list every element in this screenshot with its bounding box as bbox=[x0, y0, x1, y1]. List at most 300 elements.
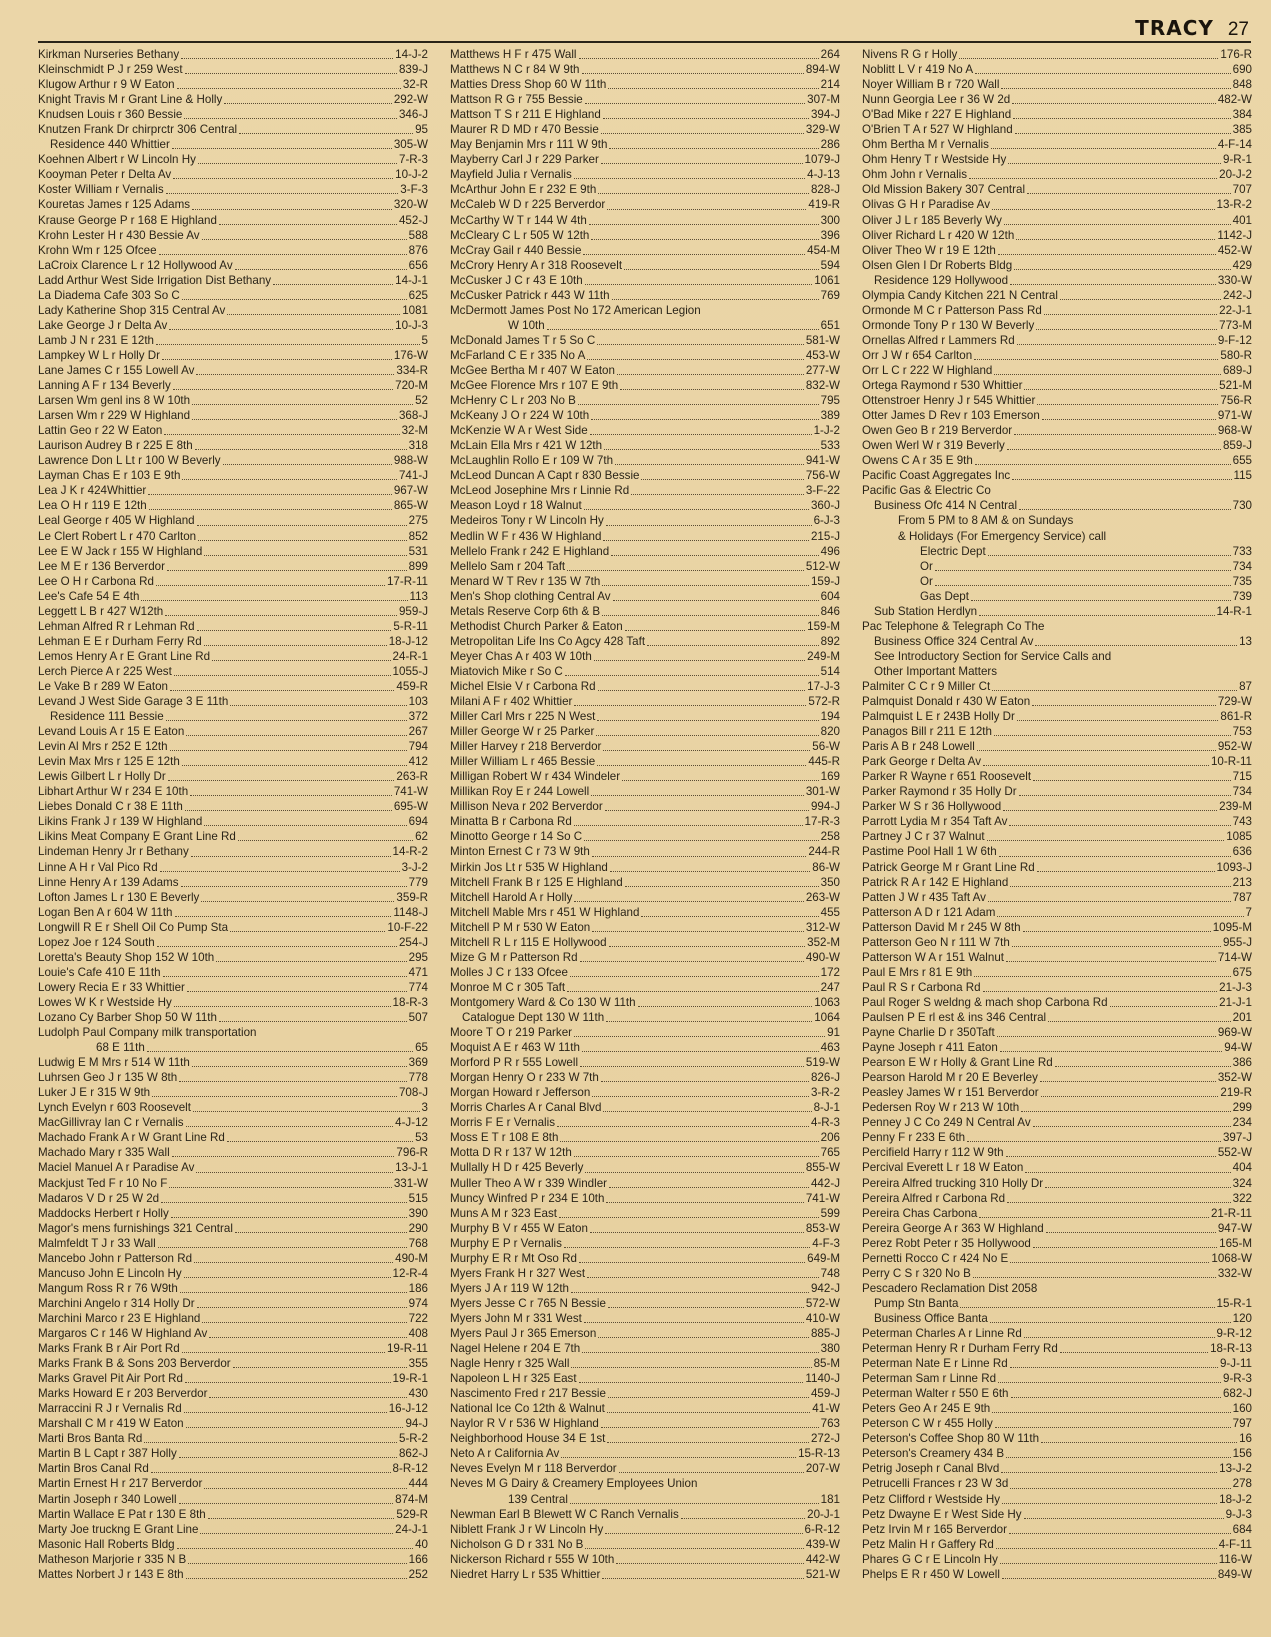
listing-name: Miller Carl Mrs r 225 N West bbox=[450, 710, 596, 724]
listing-name: Parker Raymond r 35 Holly Dr bbox=[862, 785, 1017, 799]
phone-number: 720-M bbox=[395, 379, 428, 393]
phone-number: 741-W bbox=[393, 785, 428, 799]
phone-number: 552-W bbox=[1217, 1146, 1252, 1160]
phone-number: 773-M bbox=[1219, 318, 1252, 332]
listing-name: O'Bad Mike r 227 E Highland bbox=[862, 108, 1012, 122]
listing-name: Morris Charles A r Canal Blvd bbox=[450, 1101, 602, 1115]
phone-number: 408 bbox=[408, 1326, 428, 1340]
listing-name: Luhrsen Geo J r 135 W 8th bbox=[38, 1071, 178, 1085]
listing-name: Business Office 324 Central Av bbox=[874, 634, 1034, 648]
phone-number: 24-J-1 bbox=[395, 1522, 428, 1536]
listing-name: Olsen Glen I Dr Roberts Bldg bbox=[862, 258, 1013, 272]
phone-number: 239-M bbox=[1219, 800, 1252, 814]
listing-entry bbox=[38, 1115, 428, 1130]
phone-number: 252 bbox=[408, 1567, 428, 1581]
listing-name: McCusker J C r 43 E 10th bbox=[450, 273, 583, 287]
dot-leader bbox=[239, 133, 413, 134]
phone-number: 733 bbox=[1232, 544, 1252, 558]
listing-entry bbox=[38, 724, 428, 739]
listing-entry bbox=[38, 1446, 428, 1461]
listing-entry bbox=[450, 1266, 840, 1281]
phone-number: 572-R bbox=[808, 695, 840, 709]
dot-leader bbox=[148, 494, 392, 495]
listing-name: Moss E T r 108 E 8th bbox=[450, 1131, 559, 1145]
listing-name: Petz Clifford r Westside Hy bbox=[862, 1492, 1001, 1506]
listing-entry bbox=[862, 167, 1252, 182]
listing-name: Moquist A E r 463 W 11th bbox=[450, 1041, 580, 1055]
listing-name: Pereira Chas Carbona bbox=[862, 1206, 978, 1220]
phone-number: 13-J-1 bbox=[395, 1161, 428, 1175]
dot-leader bbox=[200, 1533, 393, 1534]
phone-number: 1095-M bbox=[1212, 920, 1252, 934]
listing-entry bbox=[862, 1416, 1252, 1431]
listing-entry bbox=[862, 1221, 1252, 1236]
dot-leader bbox=[619, 1472, 804, 1473]
listing-entry bbox=[38, 860, 428, 875]
dot-leader bbox=[625, 886, 819, 887]
phone-number: 741-W bbox=[805, 1191, 840, 1205]
phone-number: 410-W bbox=[805, 1311, 840, 1325]
phone-number: 955-J bbox=[1222, 935, 1252, 949]
listing-entry bbox=[38, 634, 428, 649]
listing-entry bbox=[862, 197, 1252, 212]
listing-name: McGee Florence Mrs r 107 E 9th bbox=[450, 379, 619, 393]
phone-number: 730 bbox=[1232, 499, 1252, 513]
listing-entry bbox=[38, 920, 428, 935]
dot-leader bbox=[992, 209, 1215, 210]
dot-leader bbox=[1037, 404, 1218, 405]
dot-leader bbox=[1007, 1202, 1231, 1203]
listing-entry bbox=[450, 1552, 840, 1567]
listing-name: Logan Ben A r 604 W 11th bbox=[38, 905, 173, 919]
dot-leader bbox=[602, 1578, 804, 1579]
listing-entry bbox=[862, 1386, 1252, 1401]
dot-leader bbox=[973, 1277, 1216, 1278]
listing-entry bbox=[450, 544, 840, 559]
listing-name: Morgan Henry O r 233 W 7th bbox=[450, 1071, 599, 1085]
phone-number: 820 bbox=[820, 725, 840, 739]
phone-number: 521-M bbox=[1219, 379, 1252, 393]
listing-name: Residence 129 Hollywood bbox=[874, 273, 1009, 287]
phone-number: 21-J-1 bbox=[1219, 995, 1252, 1009]
dot-leader bbox=[571, 1292, 809, 1293]
listing-name: Martin Ernest H r 217 Berverdor bbox=[38, 1477, 203, 1491]
listing-entry bbox=[862, 1371, 1252, 1386]
listing-name: Krohn Lester H r 430 Bessie Av bbox=[38, 228, 200, 242]
phone-number: 512-W bbox=[805, 559, 840, 573]
phone-number: 194 bbox=[820, 710, 840, 724]
phone-number: 15-R-1 bbox=[1216, 1296, 1252, 1310]
phone-number: 862-J bbox=[398, 1447, 428, 1461]
dot-leader bbox=[603, 750, 810, 751]
phone-number: 9-R-12 bbox=[1216, 1326, 1252, 1340]
dot-leader bbox=[152, 1096, 397, 1097]
phone-number: 17-R-11 bbox=[386, 574, 428, 588]
listing-entry bbox=[450, 1281, 840, 1296]
listing-name: Park George r Delta Av bbox=[862, 755, 981, 769]
listing-name: Klugow Arthur r 9 W Eaton bbox=[38, 78, 175, 92]
dot-leader bbox=[607, 209, 806, 210]
dot-leader bbox=[992, 1412, 1230, 1413]
listing-name: Lanning A F r 134 Beverly bbox=[38, 379, 171, 393]
listing-entry bbox=[450, 258, 840, 273]
listing-entry bbox=[862, 574, 1252, 589]
listing-name: Methodist Church Parker & Eaton bbox=[450, 619, 623, 633]
listing-name: Ohm Bertha M r Vernalis bbox=[862, 138, 989, 152]
listing-name: Kirkman Nurseries Bethany bbox=[38, 48, 180, 61]
phone-number: 734 bbox=[1232, 559, 1252, 573]
dot-leader bbox=[591, 239, 818, 240]
listing-entry bbox=[862, 1537, 1252, 1552]
listing-entry bbox=[450, 1311, 840, 1326]
listing-name: Lowery Recia E r 33 Whittier bbox=[38, 980, 185, 994]
listing-entry bbox=[450, 814, 840, 829]
phone-number: 4-J-13 bbox=[807, 168, 840, 182]
listing-entry bbox=[38, 1386, 428, 1401]
phone-number: 401 bbox=[1232, 213, 1252, 227]
listing-name: Mangum Ross R r 76 W9th bbox=[38, 1281, 178, 1295]
dot-leader bbox=[219, 1021, 407, 1022]
listing-name: Lee M E r 136 Berverdor bbox=[38, 559, 165, 573]
listing-name: Mattson T S r 211 E Highland bbox=[450, 108, 601, 122]
listing-entry bbox=[450, 1100, 840, 1115]
dot-leader bbox=[185, 810, 392, 811]
listing-name: Sub Station Herdlyn bbox=[874, 604, 978, 618]
phone-number: 797 bbox=[1232, 1417, 1252, 1431]
phone-number: 774 bbox=[408, 980, 428, 994]
listing-entry bbox=[450, 769, 840, 784]
listing-entry bbox=[38, 77, 428, 92]
phone-number: 160 bbox=[1232, 1402, 1252, 1416]
listing-entry bbox=[862, 769, 1252, 784]
listing-name: Orr L C r 222 W Highland bbox=[862, 363, 993, 377]
listing-entry bbox=[450, 935, 840, 950]
phone-number: 299 bbox=[1232, 1101, 1252, 1115]
listing-name: McCarthy W T r 144 W 4th bbox=[450, 213, 587, 227]
dot-leader bbox=[1027, 193, 1231, 194]
listing-entry bbox=[450, 664, 840, 679]
listing-entry bbox=[450, 228, 840, 243]
listing-name: Partney J C r 37 Walnut bbox=[862, 830, 985, 844]
dot-leader bbox=[598, 690, 806, 691]
listing-name: Martin Wallace E Pat r 130 E 8th bbox=[38, 1507, 206, 1521]
listing-name: Naylor R V r 536 W Highland bbox=[450, 1417, 599, 1431]
phone-number: 519-W bbox=[805, 1056, 840, 1070]
dot-leader bbox=[162, 359, 392, 360]
listing-name: Maddocks Herbert r Holly bbox=[38, 1206, 169, 1220]
listing-entry bbox=[450, 799, 840, 814]
listing-name: Petz Irvin M r 165 Berverdor bbox=[862, 1522, 1007, 1536]
listing-entry bbox=[862, 1492, 1252, 1507]
listing-name: McCrory Henry A r 318 Roosevelt bbox=[450, 258, 623, 272]
listing-entry bbox=[450, 1296, 840, 1311]
dot-leader bbox=[170, 750, 407, 751]
phone-number: 846 bbox=[820, 604, 840, 618]
listing-entry bbox=[450, 1341, 840, 1356]
listing-entry bbox=[450, 995, 840, 1010]
listing-name: Lozano Cy Barber Shop 50 W 11th bbox=[38, 1011, 217, 1024]
dot-leader bbox=[227, 314, 400, 315]
phone-number: 368-J bbox=[398, 409, 428, 423]
listing-entry bbox=[862, 1281, 1252, 1296]
listing-entry bbox=[862, 754, 1252, 769]
phone-number: 14-R-1 bbox=[1216, 604, 1252, 618]
dot-leader bbox=[960, 1307, 1214, 1308]
listing-name: 68 E 11th bbox=[96, 1041, 145, 1055]
dot-leader bbox=[596, 735, 818, 736]
dot-leader bbox=[592, 931, 804, 932]
listing-entry bbox=[38, 980, 428, 995]
listing-entry bbox=[38, 122, 428, 137]
phone-number: 463 bbox=[820, 1041, 840, 1055]
listing-name: Kouretas James r 125 Adams bbox=[38, 198, 191, 212]
dot-leader bbox=[169, 1187, 392, 1188]
dot-leader bbox=[579, 1382, 804, 1383]
dot-leader bbox=[983, 765, 1209, 766]
phone-number: 5 bbox=[421, 333, 428, 347]
phone-number: 116-W bbox=[1218, 1552, 1252, 1566]
dot-leader bbox=[1045, 1187, 1231, 1188]
dot-leader bbox=[1033, 780, 1231, 781]
phone-number: 397-J bbox=[1222, 1131, 1252, 1145]
phone-number: 482-W bbox=[1217, 93, 1252, 107]
dot-leader bbox=[1002, 1578, 1216, 1579]
dot-leader bbox=[182, 299, 407, 300]
dot-leader bbox=[209, 1337, 406, 1338]
dot-leader bbox=[647, 645, 819, 646]
phone-number: 453-W bbox=[805, 348, 840, 362]
listing-name: Mitchell P M r 530 W Eaton bbox=[450, 920, 591, 934]
listing-entry bbox=[862, 950, 1252, 965]
dot-leader bbox=[1019, 795, 1231, 796]
dot-leader bbox=[592, 1096, 809, 1097]
dot-leader bbox=[620, 389, 804, 390]
listing-name: Matthews N C r 84 W 9th bbox=[450, 63, 580, 77]
listing-entry bbox=[38, 1537, 428, 1552]
listing-entry bbox=[862, 1567, 1252, 1582]
listing-entry bbox=[450, 378, 840, 393]
phone-number: 756-W bbox=[805, 469, 840, 483]
dot-leader bbox=[174, 1006, 391, 1007]
listing-name: Lea O H r 119 E 12th bbox=[38, 499, 147, 513]
listing-name: Ohm Henry T r Westside Hy bbox=[862, 153, 1007, 167]
listing-name: Myers Frank H r 327 West bbox=[450, 1266, 586, 1280]
listing-entry bbox=[450, 348, 840, 363]
listing-name: Owens C A r 35 E 9th bbox=[862, 454, 973, 468]
dot-leader bbox=[559, 1217, 819, 1218]
phone-number: 346-J bbox=[398, 108, 428, 122]
listing-name: Ladd Arthur West Side Irrigation Dist Bethany bbox=[38, 273, 272, 287]
phone-number: 292-W bbox=[393, 93, 428, 107]
phone-number: 3-J-2 bbox=[401, 860, 428, 874]
listing-entry bbox=[862, 318, 1252, 333]
dot-leader bbox=[570, 976, 819, 977]
listing-name: Marks Frank B r Air Port Rd bbox=[38, 1342, 180, 1356]
phone-number: 320-W bbox=[393, 198, 428, 212]
phone-number: 763 bbox=[820, 1417, 840, 1431]
listing-entry bbox=[38, 754, 428, 769]
listing-name: Lee E W Jack r 155 W Highland bbox=[38, 544, 203, 558]
listing-name: Ludwig E M Mrs r 514 W 11th bbox=[38, 1056, 190, 1070]
dot-leader bbox=[273, 284, 393, 285]
listing-entry bbox=[450, 62, 840, 77]
phone-number: 94-J bbox=[405, 1417, 428, 1431]
listing-name: Nivens R G r Holly bbox=[862, 48, 958, 61]
phone-number: 739 bbox=[1232, 589, 1252, 603]
listing-name: Paul E Mrs r 81 E 9th bbox=[862, 965, 973, 979]
dot-leader bbox=[144, 1442, 397, 1443]
dot-leader bbox=[1009, 825, 1230, 826]
listing-entry bbox=[38, 438, 428, 453]
listing-entry bbox=[38, 393, 428, 408]
dot-leader bbox=[1006, 1457, 1231, 1458]
listing-name: Catalogue Dept 130 W 11th bbox=[462, 1011, 605, 1024]
listing-name: Petz Dwayne E r West Side Hy bbox=[862, 1507, 1022, 1521]
listing-entry bbox=[450, 318, 840, 333]
dot-leader bbox=[187, 991, 407, 992]
listing-entry bbox=[862, 860, 1252, 875]
phone-number: 768 bbox=[408, 1236, 428, 1250]
dot-leader bbox=[181, 886, 407, 887]
listing-name: Nascimento Fred r 217 Bessie bbox=[450, 1387, 606, 1401]
listing-name: Medlin W F r 436 W Highland bbox=[450, 529, 602, 543]
dot-leader bbox=[587, 1277, 819, 1278]
dot-leader bbox=[597, 720, 818, 721]
listing-name: Nagle Henry r 325 Wall bbox=[450, 1357, 570, 1371]
listing-name: Peterson's Creamery 434 B bbox=[862, 1447, 1005, 1461]
listing-entry bbox=[38, 1055, 428, 1070]
dot-leader bbox=[975, 464, 1231, 465]
phone-number: 52 bbox=[415, 394, 428, 408]
dot-leader bbox=[209, 1397, 406, 1398]
dot-leader bbox=[601, 1427, 819, 1428]
listing-name: Pearson Harold M r 20 E Beverley bbox=[862, 1071, 1038, 1085]
listing-name: Patrick R A r 142 E Highland bbox=[862, 875, 1009, 889]
phone-number: 331-W bbox=[393, 1176, 428, 1190]
dot-leader bbox=[202, 239, 407, 240]
listing-entry bbox=[38, 664, 428, 679]
listing-entry bbox=[862, 1326, 1252, 1341]
dot-leader bbox=[999, 856, 1231, 857]
phone-number: 207-W bbox=[805, 1462, 840, 1476]
phone-number: 169 bbox=[820, 770, 840, 784]
listing-name: Morford P R r 555 Lowell bbox=[450, 1056, 579, 1070]
dot-leader bbox=[624, 269, 819, 270]
dot-leader bbox=[991, 148, 1216, 149]
phone-number: 794 bbox=[408, 740, 428, 754]
phone-number: 65 bbox=[415, 1041, 428, 1055]
dot-leader bbox=[584, 509, 809, 510]
listing-name: Ortega Raymond r 530 Whittier bbox=[862, 379, 1023, 393]
phone-number: 452-W bbox=[1217, 243, 1252, 257]
listing-name: Machado Frank A r W Grant Line Rd bbox=[38, 1131, 225, 1145]
listing-entry bbox=[450, 950, 840, 965]
dot-leader bbox=[208, 1518, 395, 1519]
dot-leader bbox=[1001, 88, 1230, 89]
listing-entry bbox=[450, 574, 840, 589]
phone-number: 689-J bbox=[1222, 363, 1252, 377]
phone-number: 19-R-11 bbox=[386, 1342, 428, 1356]
phone-number: 389 bbox=[820, 409, 840, 423]
listing-name: Marraccini R J r Vernalis Rd bbox=[38, 1402, 182, 1416]
listing-entry bbox=[38, 1085, 428, 1100]
phone-number: 855-W bbox=[805, 1161, 840, 1175]
dot-leader bbox=[197, 525, 407, 526]
dot-leader bbox=[564, 1247, 810, 1248]
phone-number: 18-R-13 bbox=[1210, 1342, 1252, 1356]
listing-entry bbox=[38, 423, 428, 438]
listing-entry bbox=[38, 1431, 428, 1446]
phone-number: 849-W bbox=[1217, 1567, 1252, 1581]
listing-entry bbox=[862, 664, 1252, 679]
listing-name: Knutzen Frank Dr chirprctr 306 Central bbox=[38, 123, 238, 137]
listing-name: Payne Charlie D r 350Taft bbox=[862, 1026, 995, 1040]
dot-leader bbox=[584, 1322, 804, 1323]
listing-name: Phares G C r E Lincoln Hy bbox=[862, 1552, 998, 1566]
listing-name: Madaros V D r 25 W 2d bbox=[38, 1191, 160, 1205]
listing-name: Marchini Marco r 23 E Highland bbox=[38, 1311, 201, 1325]
phone-number: 18-J-2 bbox=[1219, 1492, 1252, 1506]
listing-name: Lofton James L r 130 E Beverly bbox=[38, 890, 200, 904]
dot-leader bbox=[967, 1141, 1221, 1142]
dot-leader bbox=[998, 1382, 1221, 1383]
listing-entry bbox=[450, 634, 840, 649]
listing-name: Pedersen Roy W r 213 W 10th bbox=[862, 1101, 1020, 1115]
listing-name: Petrig Joseph r Canal Blvd bbox=[862, 1462, 1000, 1476]
dot-leader bbox=[179, 1457, 397, 1458]
listing-entry bbox=[38, 784, 428, 799]
listing-entry bbox=[38, 1507, 428, 1522]
listing-name: Ottenstroer Henry J r 545 Whittier bbox=[862, 394, 1036, 408]
listing-name: McGee Bertha M r 407 W Eaton bbox=[450, 363, 615, 377]
listing-entry bbox=[38, 483, 428, 498]
dot-leader bbox=[1021, 1111, 1230, 1112]
dot-leader bbox=[1012, 946, 1221, 947]
listing-entry bbox=[450, 1145, 840, 1160]
dot-leader bbox=[184, 118, 397, 119]
listing-entry bbox=[38, 1130, 428, 1145]
phone-number: 352-W bbox=[1217, 1071, 1252, 1085]
dot-leader bbox=[201, 901, 394, 902]
listing-entry bbox=[862, 1236, 1252, 1251]
listing-entry bbox=[450, 679, 840, 694]
listing-name: Minton Ernest C r 73 W 9th bbox=[450, 845, 590, 859]
dot-leader bbox=[1011, 1397, 1221, 1398]
phone-number: 165-M bbox=[1219, 1236, 1252, 1250]
dot-leader bbox=[582, 1051, 819, 1052]
listing-entry bbox=[450, 1221, 840, 1236]
dot-leader bbox=[681, 1518, 805, 1519]
phone-number: 24-R-1 bbox=[392, 649, 428, 663]
listing-name: Ormonde M C r Patterson Pass Rd bbox=[862, 303, 1042, 317]
listing-entry bbox=[450, 1492, 840, 1507]
phone-number: 32-M bbox=[401, 424, 428, 438]
dot-leader bbox=[601, 133, 804, 134]
listing-name: Lynch Evelyn r 603 Roosevelt bbox=[38, 1101, 191, 1115]
phone-number: 941-W bbox=[805, 454, 840, 468]
listing-name: McKeany J O r 224 W 10th bbox=[450, 409, 590, 423]
listing-name: Patterson W A r 151 Walnut bbox=[862, 950, 1004, 964]
listing-name: Milligan Robert W r 434 Windeler bbox=[450, 770, 621, 784]
listing-name: Mitchell R L r 115 E Hollywood bbox=[450, 935, 607, 949]
listing-entry bbox=[38, 1221, 428, 1236]
dot-leader bbox=[204, 1488, 406, 1489]
dot-leader bbox=[1003, 810, 1217, 811]
listing-name: Lee's Cafe 54 E 4th bbox=[38, 589, 140, 603]
dot-leader bbox=[166, 720, 407, 721]
listing-entry bbox=[450, 333, 840, 348]
listing-name: McFarland C E r 335 No A bbox=[450, 348, 586, 362]
